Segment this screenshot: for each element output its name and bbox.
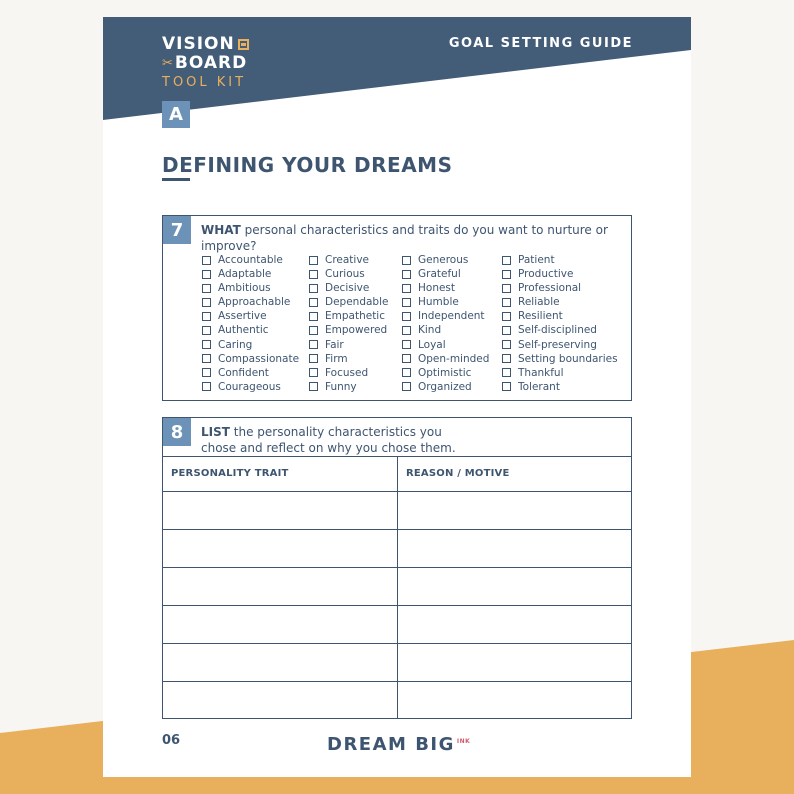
trait-checkbox-item[interactable] — [202, 309, 309, 323]
checkbox-icon[interactable] — [402, 368, 411, 377]
trait-checkbox-item[interactable] — [309, 253, 402, 267]
logo-line2: BOARD — [174, 53, 248, 73]
trait-label: Dependable — [325, 296, 389, 309]
column-header-reason: REASON / MOTIVE — [406, 468, 510, 479]
trait-checkbox-item[interactable] — [402, 309, 502, 323]
checkbox-icon[interactable] — [502, 340, 511, 349]
trait-checkbox-item[interactable] — [502, 366, 622, 380]
checkbox-icon[interactable] — [502, 326, 511, 335]
table-row-line — [163, 681, 631, 682]
trait-checkbox-item[interactable] — [309, 366, 402, 380]
trait-label: Humble — [418, 296, 459, 309]
trait-label: Tolerant — [518, 380, 560, 393]
vision-board-logo — [162, 35, 249, 91]
trait-checkbox-item[interactable] — [402, 267, 502, 281]
checkbox-icon[interactable] — [309, 382, 318, 391]
checkbox-icon[interactable] — [309, 270, 318, 279]
trait-label: Decisive — [325, 282, 370, 295]
trait-label: Firm — [325, 352, 348, 365]
trait-checkbox-item[interactable] — [309, 323, 402, 337]
table-row-line — [163, 529, 631, 530]
checkbox-icon[interactable] — [202, 326, 211, 335]
brand-tag: INK — [456, 738, 471, 745]
checkbox-icon[interactable] — [402, 312, 411, 321]
question-8-box — [162, 417, 632, 719]
question-8-text: the personality characteristics you chose and reflect on why you chose them. — [201, 425, 456, 455]
logo-line3: TOOL KIT — [162, 75, 247, 90]
trait-checkbox-item[interactable] — [202, 338, 309, 352]
question-7-box — [162, 215, 632, 401]
worksheet-page — [103, 17, 691, 777]
trait-checkbox-item[interactable] — [502, 267, 622, 281]
trait-label: Accountable — [218, 254, 283, 266]
trait-label: Resilient — [518, 310, 563, 323]
trait-label: Loyal — [418, 338, 446, 351]
page-number: 06 — [162, 733, 181, 748]
trait-checkbox-item[interactable] — [502, 281, 622, 295]
trait-label: Self-disciplined — [518, 324, 597, 337]
question-7-prompt — [201, 222, 631, 254]
checkbox-icon[interactable] — [202, 298, 211, 307]
trait-label: Optimistic — [418, 366, 472, 379]
trait-checkbox-item[interactable] — [309, 309, 402, 323]
checkbox-icon[interactable] — [402, 270, 411, 279]
trait-label: Kind — [418, 324, 442, 337]
checkbox-icon[interactable] — [502, 256, 511, 265]
trait-checkbox-item[interactable] — [402, 352, 502, 366]
trait-checkbox-item[interactable] — [202, 380, 309, 394]
trait-checkbox-item[interactable] — [502, 309, 622, 323]
trait-label: Creative — [325, 254, 370, 266]
trait-label: Empowered — [325, 324, 388, 337]
title-underline — [162, 178, 190, 181]
trait-checkbox-item[interactable] — [309, 380, 402, 394]
checkbox-icon[interactable] — [402, 284, 411, 293]
table-row-line — [163, 605, 631, 606]
trait-checkbox-item[interactable] — [502, 380, 622, 394]
checkbox-icon[interactable] — [402, 382, 411, 391]
trait-checkbox-item[interactable] — [202, 366, 309, 380]
question-7-number: 7 — [163, 216, 191, 244]
checkbox-icon[interactable] — [202, 270, 211, 279]
checkbox-icon[interactable] — [502, 382, 511, 391]
trait-checkbox-item[interactable] — [402, 338, 502, 352]
brand-name: DREAM BIG — [327, 734, 455, 755]
table-column-divider — [397, 456, 398, 719]
trait-checkbox-item[interactable] — [202, 253, 309, 267]
checkbox-icon[interactable] — [309, 354, 318, 363]
trait-label: Compassionate — [218, 352, 300, 365]
trait-label: Productive — [518, 268, 574, 281]
checkbox-icon[interactable] — [202, 368, 211, 377]
trait-label: Fair — [325, 338, 344, 351]
trait-checkbox-item[interactable] — [309, 338, 402, 352]
trait-label: Funny — [325, 380, 357, 393]
trait-checkbox-item[interactable] — [202, 281, 309, 295]
checkbox-icon[interactable] — [309, 298, 318, 307]
checkbox-icon[interactable] — [402, 256, 411, 265]
trait-label: Curious — [325, 268, 365, 281]
trait-checkbox-item[interactable] — [309, 267, 402, 281]
trait-label: Grateful — [418, 268, 461, 281]
trait-label: Empathetic — [325, 310, 386, 323]
checkbox-icon[interactable] — [402, 354, 411, 363]
logo-line1: VISION — [162, 34, 235, 54]
trait-label: Adaptable — [218, 268, 272, 281]
trait-label: Professional — [518, 282, 582, 295]
checkbox-icon[interactable] — [402, 326, 411, 335]
trait-checkbox-item[interactable] — [202, 352, 309, 366]
section-badge: A — [162, 101, 190, 128]
trait-label: Generous — [418, 254, 469, 266]
checkbox-icon[interactable] — [309, 284, 318, 293]
checkbox-icon[interactable] — [202, 256, 211, 265]
trait-checkbox-item[interactable] — [202, 267, 309, 281]
section-title: DEFINING YOUR DREAMS — [162, 153, 453, 177]
trait-checkbox-item[interactable] — [402, 380, 502, 394]
trait-label: Self-preserving — [518, 338, 597, 351]
trait-checkbox-item[interactable] — [502, 352, 622, 366]
checkbox-icon[interactable] — [309, 340, 318, 349]
checkbox-icon[interactable] — [502, 298, 511, 307]
question-7-lead: WHAT — [201, 223, 241, 237]
table-row-line — [163, 643, 631, 644]
trait-label: Approachable — [218, 296, 291, 309]
trait-label: Independent — [418, 310, 485, 323]
checkbox-icon[interactable] — [202, 340, 211, 349]
trait-checkbox-item[interactable] — [402, 253, 502, 267]
trait-checkbox-item[interactable] — [309, 281, 402, 295]
checkbox-icon[interactable] — [202, 382, 211, 391]
checkbox-icon[interactable] — [502, 284, 511, 293]
trait-checkbox-item[interactable] — [202, 323, 309, 337]
checkbox-icon[interactable] — [502, 270, 511, 279]
checkbox-icon[interactable] — [202, 284, 211, 293]
brand-logo — [327, 734, 470, 755]
checkbox-icon[interactable] — [309, 312, 318, 321]
trait-label: Confident — [218, 366, 269, 379]
trait-label: Thankful — [518, 366, 564, 379]
trait-checkbox-item[interactable] — [402, 295, 502, 309]
question-7-text: personal characteristics and traits do you want to nurture or improve? — [201, 223, 608, 253]
trait-label: Organized — [418, 380, 472, 393]
trait-label: Authentic — [218, 324, 269, 337]
trait-label: Ambitious — [218, 282, 271, 295]
question-8-prompt — [201, 424, 461, 456]
checkbox-icon[interactable] — [309, 368, 318, 377]
trait-checkbox-item[interactable] — [309, 295, 402, 309]
trait-checkbox-item[interactable] — [202, 295, 309, 309]
checkbox-icon[interactable] — [502, 354, 511, 363]
trait-checkbox-item[interactable] — [402, 281, 502, 295]
guide-title: GOAL SETTING GUIDE — [448, 36, 633, 51]
trait-label: Honest — [418, 282, 456, 295]
trait-label: Reliable — [518, 296, 560, 309]
trait-checkbox-item[interactable] — [502, 295, 622, 309]
trait-checkbox-item[interactable] — [309, 352, 402, 366]
checkbox-icon[interactable] — [502, 368, 511, 377]
checkbox-icon[interactable] — [502, 312, 511, 321]
checkbox-icon[interactable] — [402, 340, 411, 349]
trait-checklist — [202, 253, 622, 394]
picture-frame-icon — [238, 39, 249, 50]
trait-label: Focused — [325, 366, 369, 379]
table-row-line — [163, 491, 631, 492]
question-8-lead: LIST — [201, 425, 230, 439]
trait-checkbox-item[interactable] — [402, 323, 502, 337]
table-row-line — [163, 567, 631, 568]
trait-checkbox-item[interactable] — [502, 323, 622, 337]
trait-label: Open-minded — [418, 352, 490, 365]
scissors-icon: ✂ — [162, 56, 174, 71]
trait-checkbox-item[interactable] — [502, 253, 622, 267]
trait-checkbox-item[interactable] — [502, 338, 622, 352]
checkbox-icon[interactable] — [309, 256, 318, 265]
checkbox-icon[interactable] — [202, 354, 211, 363]
checkbox-icon[interactable] — [309, 326, 318, 335]
column-header-trait: PERSONALITY TRAIT — [171, 468, 289, 479]
checkbox-icon[interactable] — [202, 312, 211, 321]
trait-checkbox-item[interactable] — [402, 366, 502, 380]
trait-label: Patient — [518, 254, 555, 266]
trait-label: Setting boundaries — [518, 352, 618, 365]
trait-label: Assertive — [218, 310, 267, 323]
checkbox-icon[interactable] — [402, 298, 411, 307]
trait-label: Courageous — [218, 380, 281, 393]
question-8-number: 8 — [163, 418, 191, 446]
trait-label: Caring — [218, 338, 253, 351]
